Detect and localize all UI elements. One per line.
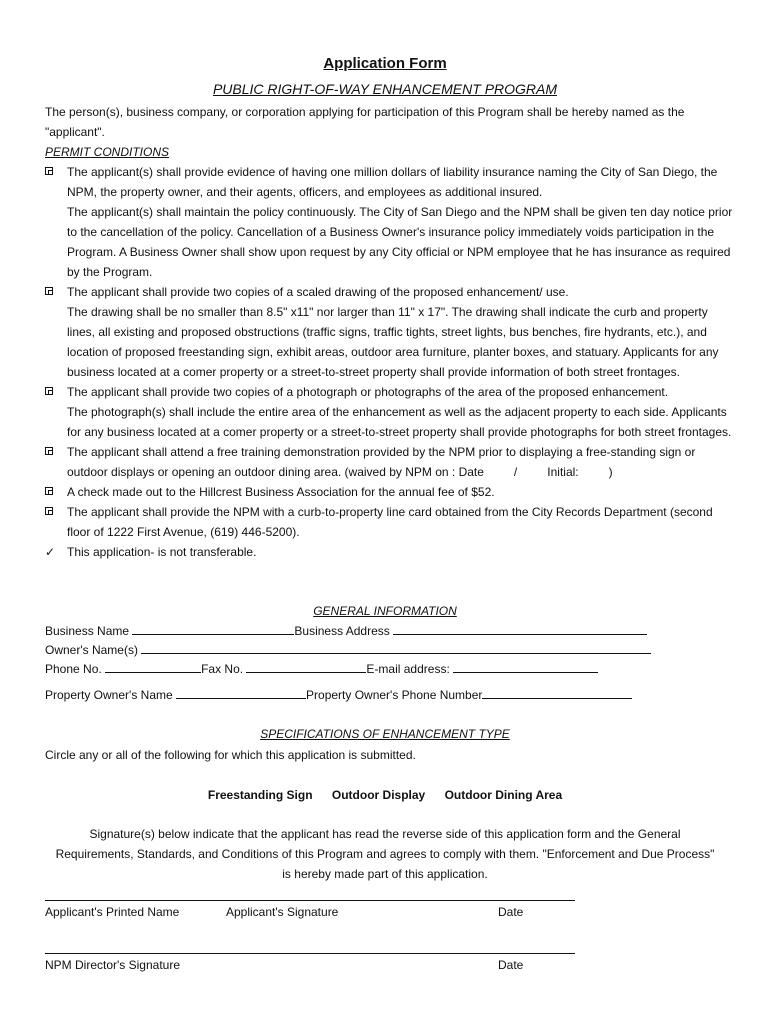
owners-names-label: Owner's Name(s) (45, 643, 138, 657)
specifications-instruction: Circle any or all of the following for which this application is submitted. (45, 748, 416, 762)
permit-conditions-heading: PERMIT CONDITIONS (45, 145, 170, 159)
condition-text (67, 442, 735, 482)
checkbox-icon[interactable] (45, 287, 53, 295)
form-title: Application Form (323, 55, 447, 72)
property-owner-row (45, 685, 632, 705)
contact-row (45, 659, 598, 679)
condition-text: A check made out to the Hillcrest Business Association for the annual fee of $52. (67, 485, 495, 499)
business-address-label: Business Address (294, 624, 390, 638)
condition-insurance (45, 162, 735, 282)
condition-photographs (45, 382, 735, 442)
condition-text: The applicant shall provide two copies of a photograph or photographs of the area of the proposed enhancement. (67, 385, 669, 399)
condition-text: The drawing shall be no smaller than 8.5" x11" nor larger than 11" x 17". The drawing shall indicate the curb and property lines, all existing and proposed obstructions (traffic signs, traffic tights, street lights, bus benches, fire hydrants, etc.), and location of proposed freestanding sign, exhibit areas, outdoor area furniture, planter boxes, and statuary. Applicants for any business located at a comer property or a street-to-street property shall provide information of both street frontages. (67, 305, 719, 379)
condition-text: The applicant shall provide the NPM with a curb-to-property line card obtained from the City Records Department (second floor of 1222 First Avenue, (619) 446-5200). (67, 505, 713, 539)
checkbox-icon[interactable] (45, 387, 53, 395)
condition-text: The photograph(s) shall include the entire area of the enhancement as well as the adjacent property to each side. Applicants for any business located at a comer property or a street-to-street property shall provide photographs for both street frontages. (67, 405, 732, 439)
email-field[interactable] (453, 659, 598, 673)
checkbox-icon[interactable] (45, 447, 53, 455)
condition-drawing (45, 282, 735, 382)
initial-label: Initial: (547, 465, 579, 479)
form-subtitle: PUBLIC RIGHT-OF-WAY ENHANCEMENT PROGRAM (212, 81, 558, 97)
condition-text: The applicant(s) shall maintain the policy continuously. The City of San Diego and the NPM shall be given ten day notice prior to the cancellation of the policy. Cancellation of a Business Owner's insurance policy immediately voids participation in the Program. A Business Owner shall show upon request by any City official or NPM employee that he has insurance as required by the Program. (67, 205, 733, 279)
property-owner-name-field[interactable] (176, 685, 306, 699)
property-owner-phone-field[interactable] (482, 685, 632, 699)
signature-statement: Signature(s) below indicate that the applicant has read the reverse side of this application form and the General Requirements, Standards, and Conditions of this Program and agrees to comply with them. "Enforcement and Due Process" is hereby made part of this application. (55, 827, 715, 881)
property-owner-name-label: Property Owner's Name (45, 688, 173, 702)
condition-curb-card (45, 502, 735, 542)
property-owner-phone-label: Property Owner's Phone Number (306, 688, 483, 702)
npm-director-signature-line[interactable] (45, 953, 575, 954)
applicant-signature-label: Applicant's Signature (226, 905, 339, 919)
phone-field[interactable] (105, 659, 201, 673)
npm-date-label: Date (498, 958, 524, 972)
email-label: E-mail address: (366, 662, 450, 676)
business-name-label: Business Name (45, 624, 130, 638)
training-text: The applicant shall attend a free training demonstration provided by the NPM prior to displaying a free-standing sign or outdoor displays or opening an outdoor dining area. (waived by NPM on : Date (67, 445, 696, 479)
general-information-heading: GENERAL INFORMATION (313, 604, 457, 618)
date-separator: / (513, 465, 518, 479)
checkmark-icon: ✓ (45, 545, 56, 559)
condition-not-transferable (45, 542, 735, 562)
closing-paren: ) (608, 465, 613, 479)
npm-director-signature-label: NPM Director's Signature (45, 958, 180, 972)
owners-names-field[interactable] (141, 640, 651, 654)
condition-text: The applicant(s) shall provide evidence of having one million dollars of liability insurance naming the City of San Diego, the NPM, the property owner, and their agents, officers, and employees as additional insured. (67, 165, 718, 199)
applicant-printed-name-label: Applicant's Printed Name (45, 905, 180, 919)
intro-paragraph: The person(s), business company, or corporation applying for participation of this Program shall be hereby named as the "applicant". (45, 105, 685, 139)
condition-check (45, 482, 735, 502)
fax-field[interactable] (246, 659, 366, 673)
business-address-field[interactable] (393, 621, 647, 635)
option-freestanding-sign[interactable]: Freestanding Sign (207, 788, 313, 802)
checkbox-icon[interactable] (45, 507, 53, 515)
condition-training (45, 442, 735, 482)
specifications-heading: SPECIFICATIONS OF ENHANCEMENT TYPE (260, 727, 510, 741)
business-row (45, 621, 647, 641)
business-name-field[interactable] (132, 621, 294, 635)
enhancement-type-options (0, 785, 770, 805)
checkbox-icon[interactable] (45, 487, 53, 495)
option-outdoor-dining-area[interactable]: Outdoor Dining Area (444, 788, 563, 802)
fax-label: Fax No. (201, 662, 244, 676)
option-outdoor-display[interactable]: Outdoor Display (331, 788, 426, 802)
applicant-signature-line[interactable] (45, 900, 575, 901)
owner-row (45, 640, 651, 660)
checkbox-icon[interactable] (45, 167, 53, 175)
applicant-date-label: Date (498, 905, 524, 919)
condition-text: This application- is not transferable. (67, 545, 257, 559)
condition-text: The applicant shall provide two copies of a scaled drawing of the proposed enhancement/ use. (67, 285, 569, 299)
permit-conditions-list (45, 162, 735, 562)
phone-label: Phone No. (45, 662, 102, 676)
